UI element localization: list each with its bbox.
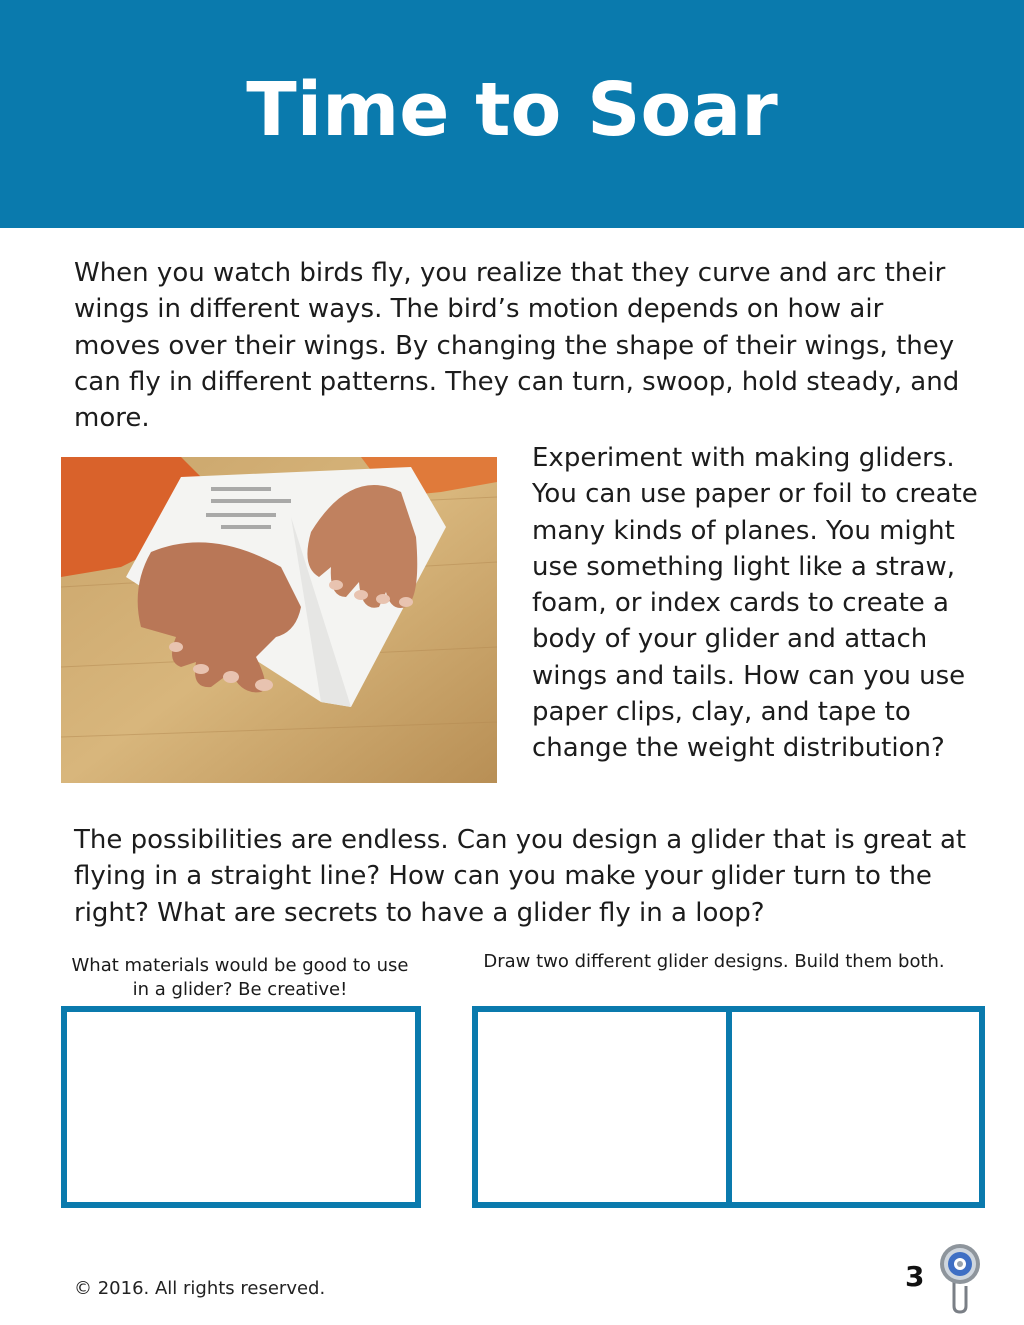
page-title: Time to Soar [246,67,778,153]
copyright-notice: © 2016. All rights reserved. [74,1278,326,1299]
designs-prompt: Draw two different glider designs. Build them both. [483,951,945,972]
designs-drawing-box[interactable] [472,1006,985,1208]
title-banner [0,0,1024,228]
paper-plane-photo [61,457,497,783]
intro-paragraph: When you watch birds fly, you realize that they curve and arc their wings in different ways. The bird’s motion depends on how air moves over their wings. By changing the shape of their wings, they can fly in different patterns. They can turn, swoop, hold steady, and more. [74,258,960,434]
materials-answer-box[interactable] [61,1006,421,1208]
materials-prompt: What materials would be good to use in a glider? Be creative! [71,955,409,1000]
designs-box-divider [726,1012,732,1202]
paperclip-gear-logo-icon [938,1242,982,1314]
page-number: 3 [905,1260,925,1293]
possibilities-paragraph: The possibilities are endless. Can you design a glider that is great at flying in a straight line? How can you make your glider turn to the right? What are secrets to have a glider fly in a loop? [74,825,967,928]
experiment-paragraph: Experiment with making gliders. You can use paper or foil to create many kinds of planes. You might use something light like a straw, foam, or index cards to create a body of your glider and attach wings and tails. How can you use paper clips, clay, and tape to change the weight distribution? [532,443,978,764]
